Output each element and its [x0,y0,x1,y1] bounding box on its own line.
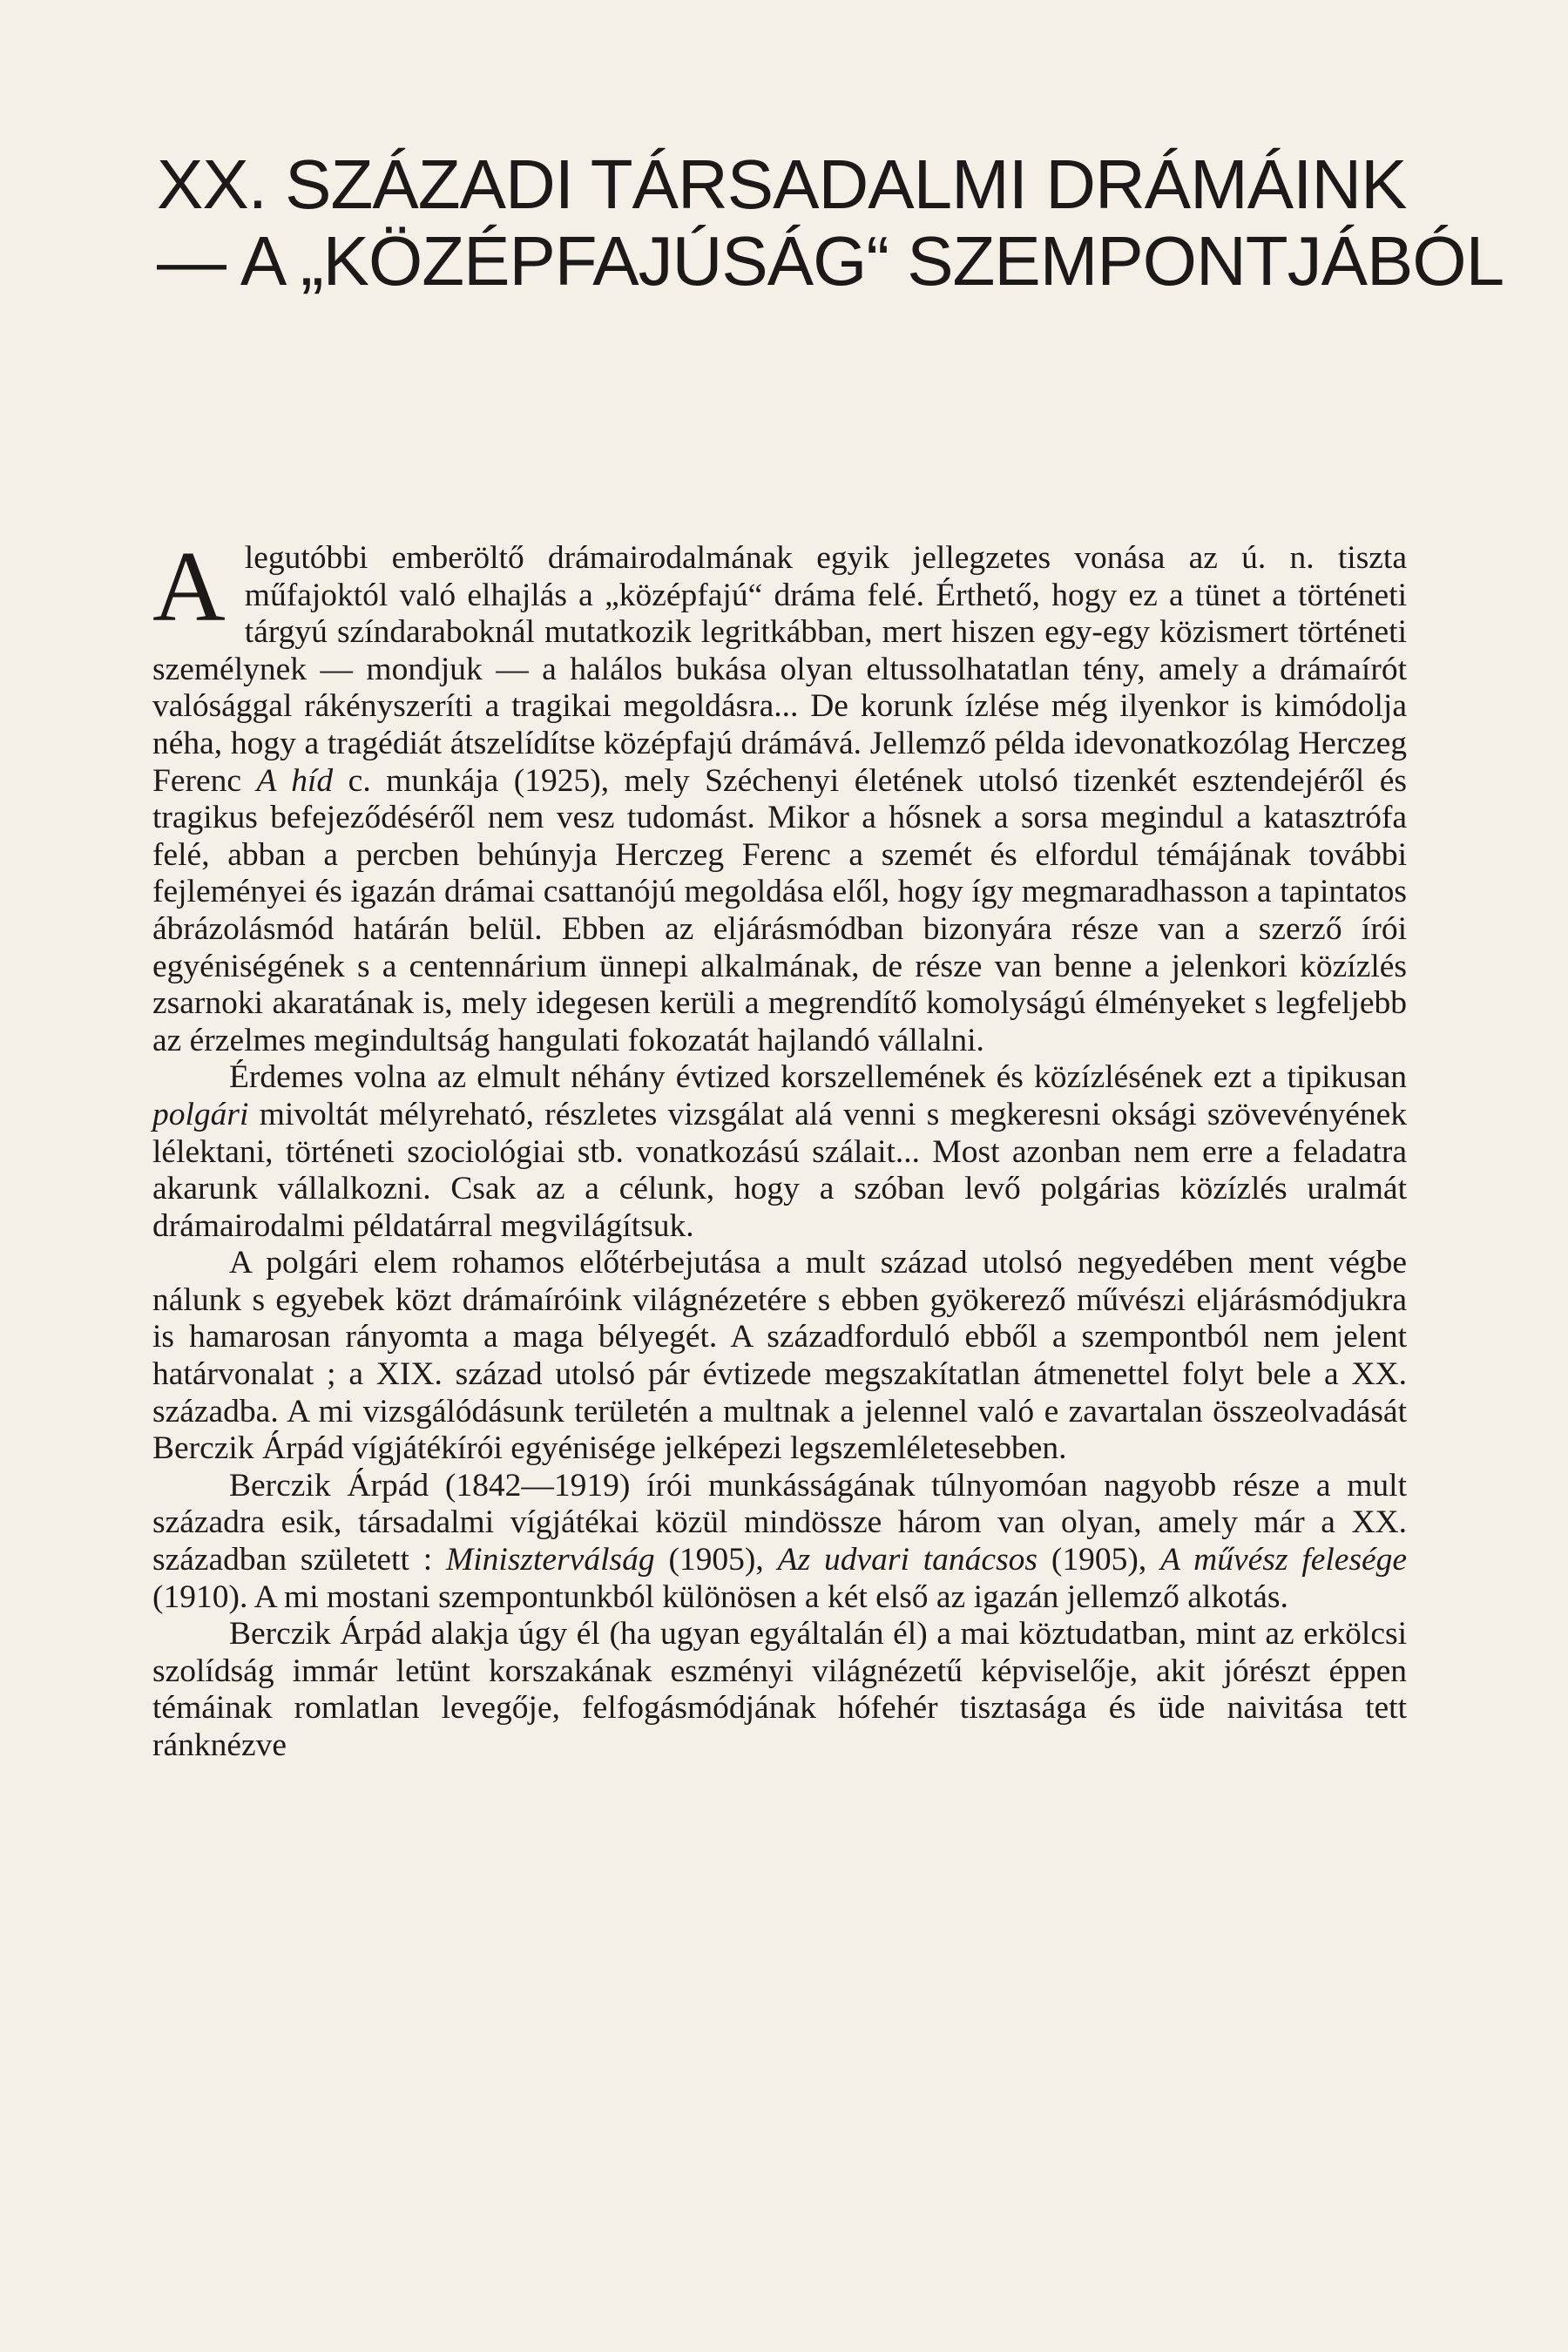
paragraph-2-text: Érdemes volna az elmult néhány évtized korszellemének és közízlésének ezt a tipikusan [229,1059,1407,1096]
paragraph-2-text-cont: mivoltát mélyreható, részletes vizsgálat alá venni s megkeresni oksági szövevényének lélektani, történeti szociológiai stb. vonatkozású szálait... Most azonban nem erre a feladatra akarunk vállalkozni. Csak az a célunk, hogy a szóban levő polgárias közízlés uralmát drámairodalmi példatárral megvilágítsuk. [152,1096,1407,1244]
drop-cap: A [152,531,226,643]
title-line-2: — A „KÖZÉPFAJÚSÁG“ SZEMPONTJÁBÓL [157,222,1504,300]
paragraph-4-text: Berczik Árpád (1842—1919) írói munkásságának túlnyomóan nagyobb része a mult századra esik, társadalmi vígjátékai közül mindössze három van olyan, amely már a XX. században született : [152,1467,1407,1578]
paragraph-3: A polgári elem rohamos előtérbejutása a mult század utolsó negyedében ment végbe nálunk s egyebek közt drámaíróink világnézetére s ebben gyökerező művészi eljárásmódjukra is hamarosan rányomta a maga bélyegét. A századforduló ebből a szempontból nem jelent határvonalat ; a XIX. század utolsó pár évtizede megszakítatlan átmenettel folyt bele a XX. századba. A mi vizsgálódásunk területén a multnak a jelennel való e zavartalan összeolvadását Berczik Árpád vígjátékírói egyénisége jelképezi legszemléletesebben. [152,1245,1407,1467]
paragraph-4-text-end: (1910). A mi mostani szempontunkból különösen a két első az igazán jellemző alkotás. [152,1578,1288,1615]
work-title-minisztervalsag: Miniszterválság [446,1542,655,1578]
paragraph-4 [152,1468,1407,1616]
work-title-a-hid: A híd [256,762,334,799]
paragraph-4-year-1: (1905), [668,1542,764,1578]
article-title [157,145,1504,300]
article-body [152,531,1408,1765]
paragraph-4-year-2: (1905), [1051,1542,1147,1578]
paragraph-1-text: legutóbbi emberöltő drámairodalmának egyik jellegzetes vonása az ú. n. tiszta műfajoktól való elhajlás a „középfajú“ dráma felé. Érthető, hogy ez a tünet a történeti tárgyú színdaraboknál mutatkozik legritkábban, mert hiszen egy-egy közismert történeti személynek — mondjuk — a halálos bukása olyan eltussolhatatlan tény, amely a drámaírót valósággal rákényszeríti a tragikai megoldásra... De korunk ízlése még ilyenkor is kimódolja néha, hogy a tragédiát átszelídítse középfajú drámává. Jellemző példa idevonatkozólag Herczeg Ferenc [152,540,1407,799]
title-line-1: XX. SZÁZADI TÁRSADALMI DRÁMÁINK [157,145,1407,223]
paragraph-2 [152,1059,1407,1245]
work-title-muvesz-felesege: A művész felesége [1160,1542,1408,1578]
paragraph-1 [152,531,1407,1059]
paragraph-1-text-cont: c. munkája (1925), mely Széchenyi életének utolsó tizenkét esztendejéről és tragikus befejeződéséről nem vesz tudomást. Mikor a hősnek a sorsa megindul a katasztrófa felé, abban a percben behúnyja Herczeg Ferenc a szemét és elfordul témájának további fejleményei és igazán drámai csattanójú megoldása elől, hogy így megmaradhasson a tapintatos ábrázolásmód határán belül. Ebben az eljárásmódban bizonyára része van a szerző írói egyéniségének s a centennárium ünnepi alkalmának, de része van benne a jelenkori közízlés zsarnoki akaratának is, mely idegesen kerüli a megrendítő komolyságú élményeket s legfeljebb az érzelmes megindultság hangulati fokozatát hajlandó vállalni. [152,762,1407,1058]
emphasis-polgari: polgári [152,1096,249,1132]
paragraph-5: Berczik Árpád alakja úgy él (ha ugyan egyáltalán él) a mai köztudatban, mint az erkölcsi szolídság immár letünt korszakának eszményi világnézetű képviselője, akit jórészt éppen témáinak romlatlan levegője, felfogásmódjának hófehér tisztasága és üde naivitása tett ránknézve [152,1616,1407,1763]
work-title-udvari-tanacsos: Az udvari tanácsos [777,1542,1038,1578]
